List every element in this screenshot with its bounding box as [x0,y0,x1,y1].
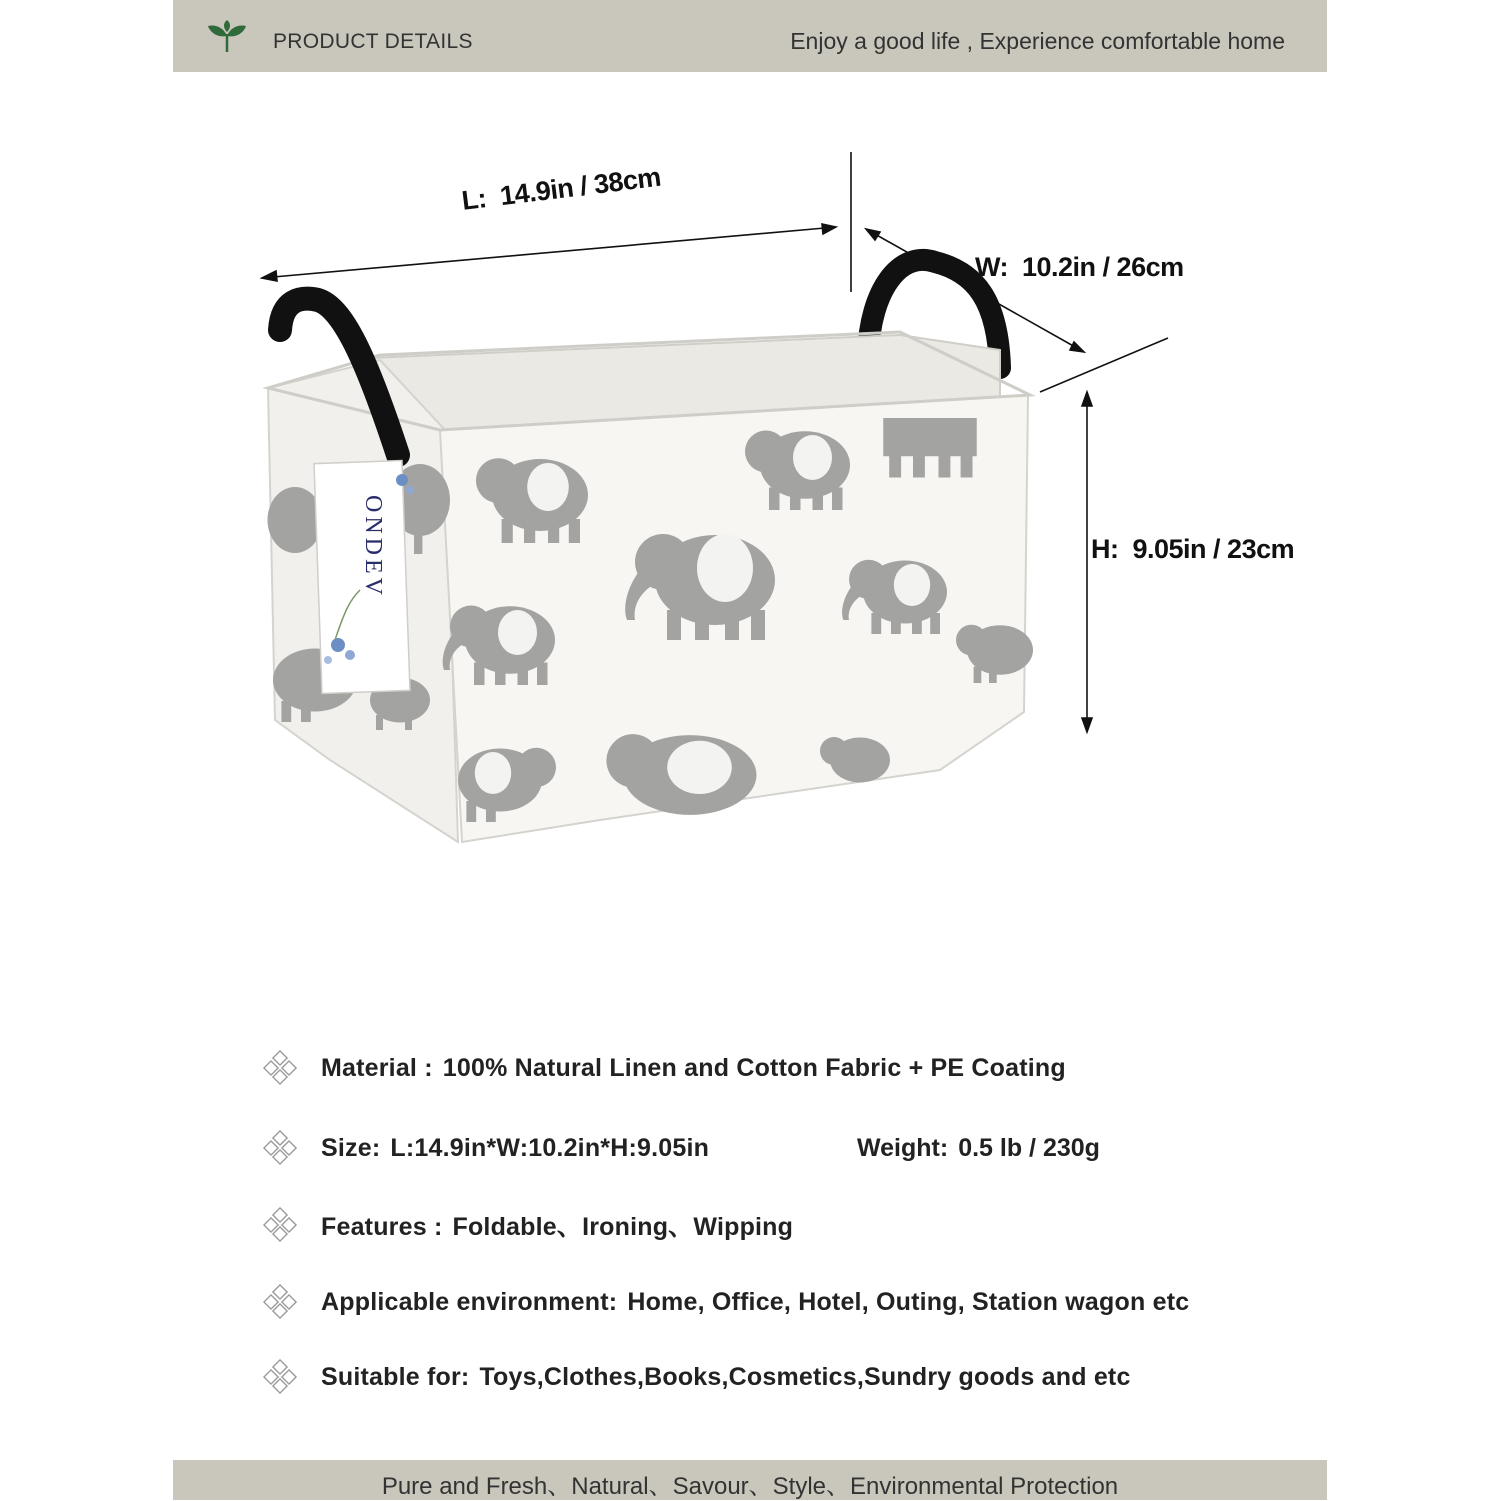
spec-size-value: L:14.9in*W:10.2in*H:9.05in [390,1133,710,1162]
dimension-width [975,252,1184,283]
spec-material-value: 100% Natural Linen and Cotton Fabric + PE Coating [442,1053,1066,1082]
diamond-bullet-icon [263,1284,299,1320]
dimension-width-key: W: [975,252,1008,282]
diamond-bullet-icon [263,1207,299,1243]
diamond-bullet-icon [263,1050,299,1086]
dimension-length-value: 14.9in / 38cm [498,161,663,212]
spec-suitable-label: Suitable for: [321,1362,470,1391]
diamond-bullet-icon [263,1359,299,1395]
spec-weight-value: 0.5 lb / 230g [958,1133,1100,1162]
dimension-length-key: L: [460,183,489,216]
spec-environment-value: Home, Office, Hotel, Outing, Station wagon etc [627,1287,1190,1316]
header-slogan: Enjoy a good life , Experience comfortable home [790,28,1285,54]
spec-environment [263,1282,1189,1322]
spec-features-value: Foldable、Ironing、Wipping [452,1213,794,1241]
spec-material-label: Material : [321,1053,433,1082]
dimension-height-value: 9.05in / 23cm [1132,534,1295,564]
dimension-height [1091,534,1294,565]
spec-material [263,1048,1066,1088]
header-bar [173,0,1327,72]
spec-size-label: Size: [321,1133,381,1162]
spec-weight [857,1134,1100,1163]
dimension-height-key: H: [1091,534,1119,564]
footer-text: Pure and Fresh、Natural、Savour、Style、Environmental Protection [381,1473,1119,1500]
spec-environment-label: Applicable environment: [321,1287,618,1316]
spec-size [263,1128,1363,1168]
spec-features-label: Features : [321,1213,443,1241]
diamond-bullet-icon [263,1130,299,1166]
spec-features [263,1205,793,1245]
spec-suitable [263,1357,1131,1397]
spec-weight-label: Weight: [857,1133,949,1162]
header-title: PRODUCT DETAILS [273,30,473,53]
brand-tag-label: ONDEV [360,495,386,599]
dimension-width-value: 10.2in / 26cm [1022,252,1184,282]
spec-suitable-value: Toys,Clothes,Books,Cosmetics,Sundry goods and etc [479,1362,1131,1391]
footer-bar [173,1460,1327,1500]
leaf-icon [207,20,247,54]
